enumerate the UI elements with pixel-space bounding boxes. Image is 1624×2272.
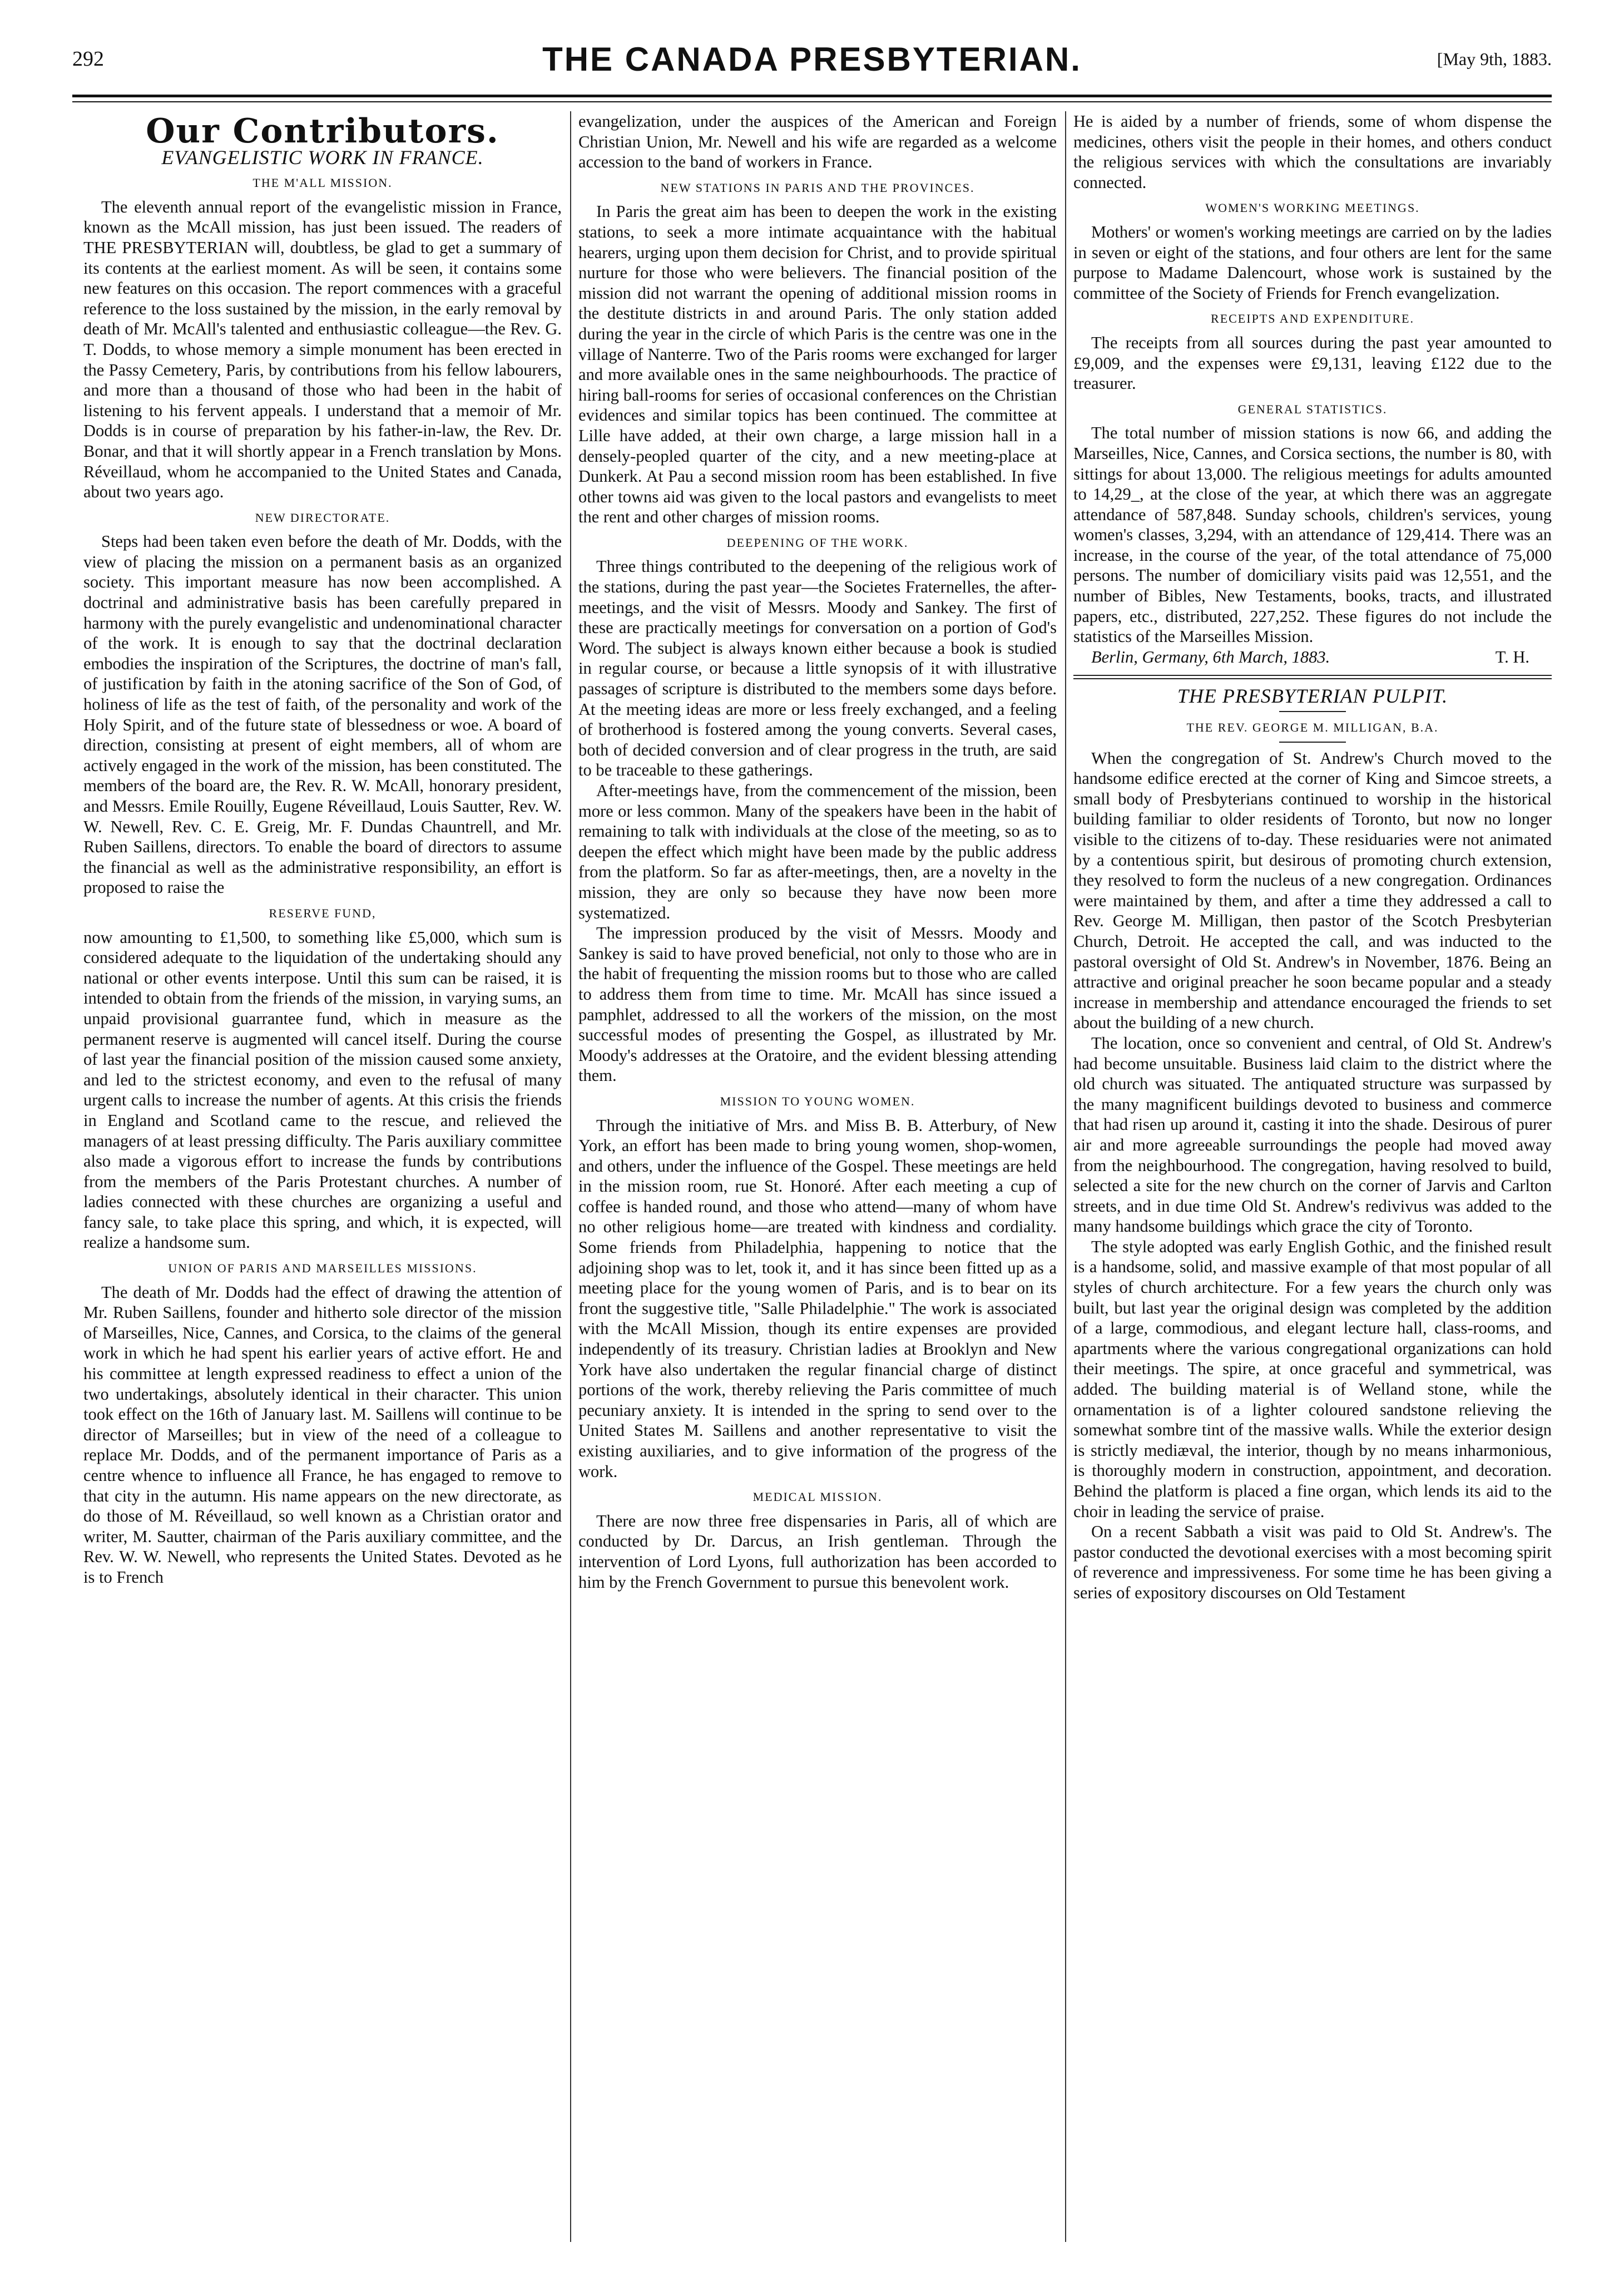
paragraph: Three things contributed to the deepening of the religious work of the stations, during the past year—the Societes Fraternelles, the after-meetings, and the visit of Messrs. Moody and Sankey. The first of these are practically meetings for conversation on a portion of God's Word. The subject is always known either because a book is studied in regular course, or because a little synopsis of it with illustrative passages of scripture is distributed to the members some days before. At the meeting ideas are more or less freely exchanged, and a feeling of brotherhood is fostered among the young converts. Several cases, both of decided conversion and of clear progress in the truth, are said to be traceable to these gatherings.	[578, 557, 1057, 780]
column-divider	[1065, 111, 1066, 2242]
subheading: NEW STATIONS IN PARIS AND THE PROVINCES.	[660, 180, 975, 195]
paragraph: The total number of mission stations is now 66, and adding the Marseilles, Nice, Cannes, and Corsica sections, the number is 80, with sittings for about 13,000. The religious meetings for adults amounted to 14,29_, at the close of the year, at which there was an aggregate attendance of 587,848. Sunday schools, children's services, young women's classes, 3,294, with an attendance of 129,414. There was an increase, in the course of the year, of the total attendance of 75,000 persons. The number of domiciliary visits paid was 12,551, and the number of Bibles, New Testaments, books, tracts, and illustrated papers, etc., distributed, 227,252. These figures do not include the statistics of the Marseilles Mission.	[1073, 423, 1552, 646]
paragraph: The impression produced by the visit of Messrs. Moody and Sankey is said to have proved beneficial, not only to those who are in the habit of frequenting the mission rooms but to those who are called to address them from time to time. Mr. McAll has since issued a pamphlet, addressed to all the workers of the mission, on the most successful modes of presenting the Gospel, as illustrated by Mr. Moody's addresses at the Oratoire, and the evident blessing attending them.	[578, 923, 1057, 1085]
paragraph: In Paris the great aim has been to deepen the work in the existing stations, to seek a more intimate acquaintance with the habitual hearers, urging upon them decision for Christ, and to provide spiritual nurture for those who were believers. The financial position of the mission did not warrant the opening of additional mission rooms in the destitute districts in and around Paris. The only station added during the year in the circle of which Paris is the centre was one in the village of Nanterre. Two of the Paris rooms were exchanged for larger and more available ones in the same neighbourhoods. The practice of hiring ball-rooms for series of occasional conferences on the Christian evidences and similar topics has been continued. The committee at Lille have added, at their own charge, a large mission hall in a densely-peopled quarter of the city, and a new meeting-place at Dunkerk. At Pau a second mission room has been established. In five other towns aid was given to the local pastors and evangelists to meet the rent and other charges of mission rooms.	[578, 202, 1057, 527]
subheading: MEDICAL MISSION.	[752, 1490, 883, 1504]
paragraph: On a recent Sabbath a visit was paid to Old St. Andrew's. The pastor conducted the devotional exercises with a most becoming spirit of reverence and impressiveness. For some time he has been giving a series of expository discourses on Old Testament	[1073, 1522, 1552, 1602]
column-2	[578, 111, 1057, 2242]
section-heading: Our Contributors.	[146, 112, 499, 151]
paragraph: He is aided by a number of friends, some of whom dispense the medicines, others visit the people in their homes, and others conduct the religious services with which the consultations are invariably connected.	[1073, 112, 1552, 192]
subtitle-underline	[1279, 742, 1346, 743]
paragraph: The style adopted was early English Gothic, and the finished result is a handsome, solid, and massive example of that most popular of all styles of church architecture. For a few years the church only was built, but last year the original design was completed by the addition of a large, commodious, and elegant lecture hall, class-rooms, and apartments where the various congregational organizations can hold their meetings. The spire, at once graceful and symmetrical, was added. The building material is of Welland stone, while the ornamentation is of a lighter coloured sandstone relieving the somewhat sombre tint of the massive walls. While the exterior design is strictly mediæval, the interior, though by no means inharmonious, is thoroughly modern in construction, appointment, and decoration. Behind the platform is placed a fine organ, which lends its aid to the choir in leading the service of praise.	[1073, 1237, 1552, 1521]
column-1	[83, 111, 562, 2242]
subheading: UNION OF PARIS AND MARSEILLES MISSIONS.	[168, 1261, 477, 1276]
article-title: EVANGELISTIC WORK IN FRANCE.	[161, 146, 484, 169]
article-title: THE PRESBYTERIAN PULPIT.	[1177, 685, 1448, 708]
paragraph: When the congregation of St. Andrew's Church moved to the handsome edifice erected at the corner of King and Simcoe streets, a small body of Presbyterians continued to worship in the historical building familiar to older residents of Toronto, but now no longer visible to the citizens of to-day. These residuaries were not animated by a contentious spirit, but desirous of promoting church extension, they resolved to form the nucleus of a new congregation. Ordinances were maintained by them, and after a time they addressed a call to Rev. George M. Milligan, then pastor of the Scotch Presbyterian Church, Detroit. He accepted the call, and was inducted to the pastoral oversight of Old St. Andrew's in November, 1876. Being an attractive and original preacher he soon became popular and a steady increase in membership and attendance encouraged the friends to set about the building of a new church.	[1073, 748, 1552, 1033]
paragraph: now amounting to £1,500, to something like £5,000, which sum is considered adequate to the liquidation of the undertaking should any national or other events interpose. Until this sum can be raised, it is intended to obtain from the friends of the mission, in varying sums, an unpaid provisional guarrantee fund, which in measure as the permanent reserve is augmented will cancel itself. During the course of last year the financial position of the mission caused some anxiety, and led to the strictest economy, and even to the refusal of many urgent calls to increase the number of agents. At this crisis the friends in England and Scotland came to the rescue, and relieved the managers of at least pressing difficulty. The Paris auxiliary committee also made a vigorous effort to increase the funds by contributions from the members of the Paris Protestant churches. A number of ladies connected with these churches are organizing a useful and fancy sale, to take place this spring, and which, it is expected, will realize a handsome sum.	[83, 927, 562, 1252]
paragraph: Mothers' or women's working meetings are carried on by the ladies in seven or eight of the stations, and four others are lent for the same purpose to Madame Dalencourt, whose work is sustained by the committee of the Society of Friends for French evangelization.	[1073, 222, 1552, 303]
masthead-rule	[72, 95, 1552, 97]
subheading: RECEIPTS AND EXPENDITURE.	[1211, 312, 1414, 326]
subheading: RESERVE FUND,	[269, 906, 377, 920]
subheading: GENERAL STATISTICS.	[1237, 402, 1388, 416]
subheading: MISSION TO YOUNG WOMEN.	[720, 1094, 915, 1108]
paragraph: The location, once so convenient and central, of Old St. Andrew's had become unsuitable. Business laid claim to the district where the old church was situated. The antiquated structure was surpassed by the many magnificent buildings devoted to business and commerce that had risen up around it, casting it into the shade. Desirous of purer air and more agreeable surroundings the people had moved away from the neighbourhood. The congregation, having resolved to build, selected a site for the new church on the corner of Jarvis and Carlton streets, and in due time Old St. Andrew's redivivus was added to the many handsome buildings which grace the city of Toronto.	[1073, 1033, 1552, 1236]
subheading: DEEPENING OF THE WORK.	[726, 535, 909, 550]
newspaper-title: THE CANADA PRESBYTERIAN.	[542, 41, 1082, 78]
paragraph: The eleventh annual report of the evangelistic mission in France, known as the McAll mission, has just been issued. The readers of THE PRESBYTERIAN will, doubtless, be glad to get a summary of its contents at the earliest moment. As will be seen, it contains some new features on this occasion. The report commences with a graceful reference to the loss sustained by the mission, in the early removal by death of Mr. McAll's talented and enthusiastic colleague—the Rev. G. T. Dodds, to whose memory a simple monument has been erected in the Passy Cemetery, Paris, by contributions from his fellow labourers, and more than a thousand of those who had been in the habit of listening to his fervent appeals. I understand that a memoir of Mr. Dodds is in course of preparation by his father-in-law, the Rev. Dr. Bonar, and that it will shortly appear in a French translation by Mons. Réveillaud, whom he accompanied to the United States and Canada, about two years ago.	[83, 197, 562, 502]
column-3	[1073, 111, 1552, 2242]
paragraph: The death of Mr. Dodds had the effect of drawing the attention of Mr. Ruben Saillens, founder and hitherto sole director of the mission of Marseilles, Nice, Cannes, and Corsica, to the claims of the general work in which he had spent his earlier years of active effort. He and his committee at length expressed readiness to effect a union of the two undertakings, absolutely identical in their character. This union took effect on the 16th of January last. M. Saillens will continue to be director of Marseilles; but in view of the need of a colleague to replace Mr. Dodds, and of the permanent importance of Paris as a centre whence to influence all France, he has engaged to remove to that city in the autumn. His name appears on the new directorate, as do those of M. Réveillaud, so well known as a Christian orator and writer, M. Sautter, chairman of the Paris auxiliary committee, and the Rev. W. W. Newell, who represents the United States. Devoted as he is to French	[83, 1282, 562, 1587]
paragraph: After-meetings have, from the commencement of the mission, been more or less common. Many of the speakers have been in the habit of remaining to talk with individuals at the close of the meeting, so as to deepen the effect which might have been made by the public address from the platform. So far as after-meetings, then, are a novelty in the mission, they are only so because they have now been more systematized.	[578, 781, 1057, 922]
page-number: 292	[72, 47, 104, 71]
article-subtitle: THE REV. GEORGE M. MILLIGAN, B.A.	[1186, 720, 1439, 735]
column-divider	[570, 111, 571, 2242]
article-subtitle: THE M'ALL MISSION.	[252, 176, 393, 190]
subheading: NEW DIRECTORATE.	[255, 510, 390, 525]
signature-line	[1073, 647, 1552, 668]
paragraph: The receipts from all sources during the past year amounted to £9,009, and the expenses were £9,131, leaving £122 due to the treasurer.	[1073, 333, 1552, 393]
title-underline	[1279, 711, 1346, 712]
masthead	[72, 39, 1552, 89]
paragraph: There are now three free dispensaries in Paris, all of which are conducted by Dr. Darcus, an Irish gentleman. Through the intervention of Lord Lyons, full authorization has been accorded to him by the French Government to pursue this benevolent work.	[578, 1511, 1057, 1592]
signature-initials: T. H.	[1495, 647, 1529, 666]
subheading: WOMEN'S WORKING MEETINGS.	[1205, 201, 1420, 215]
section-divider	[1073, 678, 1552, 679]
signature-place: Berlin, Germany, 6th March, 1883.	[1091, 647, 1330, 666]
section-divider	[1073, 675, 1552, 676]
paragraph: Steps had been taken even before the death of Mr. Dodds, with the view of placing the mission on a permanent basis as an organized society. This important measure has now been accomplished. A doctrinal and administrative basis has been carefully prepared in harmony with the purely evangelistic and undenominational character of the work. It is enough to say that the doctrinal declaration embodies the inspiration of the Scriptures, the doctrine of man's fall, of justification by faith in the atoning sacrifice of the Son of God, of holiness of life as the test of faith, of the personality and work of the Holy Spirit, and of the future state of blessedness or woe. A board of direction, consisting at present of eight members, all of whom are actively engaged in the work of the mission, has been constituted. The members of the board are, the Rev. R. W. McAll, honorary president, and Messrs. Emile Rouilly, Eugene Réveillaud, Louis Sautter, Rev. W. W. Newell, Rev. C. E. Greig, Mr. F. Dundas Chauntrell, and Mr. Ruben Saillens, directors. To enable the board of directors to assume the financial as well as the administrative responsibility, an effort is proposed to raise the	[83, 532, 562, 897]
issue-date: [May 9th, 1883.	[1437, 49, 1552, 69]
paragraph: Through the initiative of Mrs. and Miss B. B. Atterbury, of New York, an effort has been made to bring young women, shop-women, and others, under the influence of the Gospel. These meetings are held in the mission room, rue St. Honoré. After each meeting a cup of coffee is handed round, and those who attend—many of whom have no other religious home—are treated with kindness and cordiality. Some friends from Philadelphia, happening to notice that the adjoining shop was to let, took it, and it has since been fitted up as a meeting place for the young women of Paris, and is to bear on its front the suggestive title, "Salle Philadelphie." The work is associated with the McAll Mission, though its entire expenses are provided independently of its treasury. Christian ladies at Brooklyn and New York have also undertaken the regular financial charge of distinct portions of the work, thereby relieving the Paris committee of much pecuniary anxiety. It is intended in the spring to send over to the United States M. Saillens and another representative to visit the existing auxiliaries, and to give information of the progress of the work.	[578, 1115, 1057, 1481]
masthead-rule-thin	[72, 101, 1552, 102]
paragraph: evangelization, under the auspices of the American and Foreign Christian Union, Mr. Newell and his wife are regarded as a welcome accession to the band of workers in France.	[578, 112, 1057, 172]
